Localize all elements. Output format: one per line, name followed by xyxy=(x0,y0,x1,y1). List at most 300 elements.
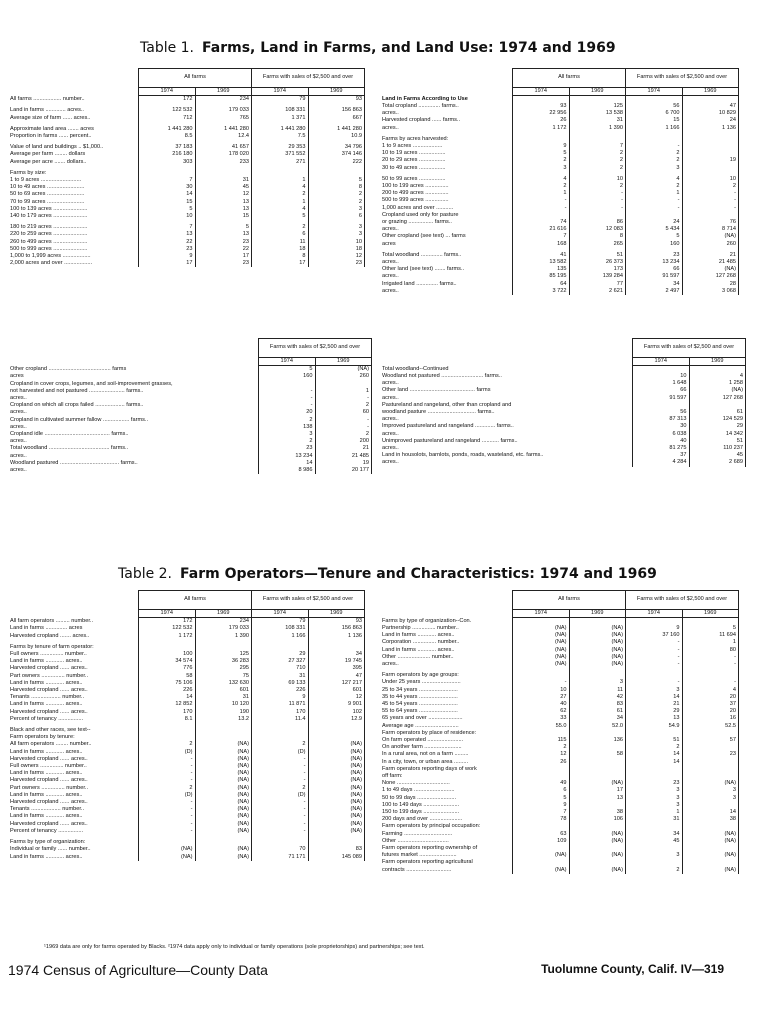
value-cell: - xyxy=(252,806,309,813)
value-cell: 23 xyxy=(139,246,196,253)
value-cell: (NA) xyxy=(315,366,372,374)
table-row xyxy=(8,159,365,166)
value-cell: (NA) xyxy=(195,854,252,861)
value-cell: 10 xyxy=(569,176,626,183)
table-row xyxy=(380,694,739,701)
value-cell: 9 xyxy=(139,253,196,260)
footer-left: 1974 Census of Agriculture—County Data xyxy=(8,962,268,978)
value-cell: 18 xyxy=(308,246,365,253)
value-cell: 81 275 xyxy=(633,445,690,452)
value-cell: 2 xyxy=(513,744,570,751)
row-label: 1 to 49 days .......................... xyxy=(382,787,455,794)
table-row xyxy=(8,770,365,777)
table-row xyxy=(8,854,365,861)
table-row xyxy=(380,387,746,394)
value-cell: (NA) xyxy=(195,821,252,828)
value-cell xyxy=(682,136,739,143)
value-cell: 122 532 xyxy=(139,107,196,114)
value-cell: - xyxy=(513,197,570,204)
row-label: Harvested cropland ...... acres.. xyxy=(10,799,88,806)
value-cell xyxy=(682,802,739,809)
table-row xyxy=(8,821,365,828)
value-cell xyxy=(139,170,196,177)
value-cell: 3 xyxy=(259,431,316,438)
table-row xyxy=(8,651,365,658)
value-cell: (NA) xyxy=(569,647,626,654)
value-cell: 13 234 xyxy=(259,453,316,460)
table-row xyxy=(380,867,739,874)
value-cell: 2 xyxy=(139,785,196,792)
value-cell: (NA) xyxy=(308,749,365,756)
value-cell: 4 xyxy=(252,206,309,213)
value-cell: 2 xyxy=(308,191,365,198)
value-cell: 138 xyxy=(259,424,316,431)
value-cell: 1 258 xyxy=(689,380,746,387)
row-label: Land in Farms According to Use xyxy=(382,95,468,102)
table-row xyxy=(380,226,739,233)
row-label: In a rural area, not on a farm ......... xyxy=(382,751,469,758)
value-cell: 24 xyxy=(626,219,683,226)
value-cell: 30 xyxy=(633,423,690,430)
value-cell: 45 xyxy=(626,838,683,845)
value-cell xyxy=(682,845,739,852)
value-cell: 42 xyxy=(569,694,626,701)
value-cell: 61 xyxy=(569,708,626,715)
value-cell: (NA) xyxy=(689,387,746,394)
value-cell: (NA) xyxy=(682,867,739,874)
year-cell: 1974 xyxy=(252,88,309,96)
value-cell: 1 136 xyxy=(682,125,739,132)
table-row xyxy=(8,170,365,177)
value-cell: 87 313 xyxy=(633,416,690,423)
value-cell xyxy=(513,136,570,143)
row-label: Pastureland and rangeland, other than cropland and xyxy=(382,401,512,408)
value-cell: - xyxy=(252,828,309,835)
table-row xyxy=(8,756,365,763)
table-row xyxy=(380,136,739,143)
table-row xyxy=(380,103,739,110)
row-label: acres xyxy=(10,373,24,380)
value-cell xyxy=(682,150,739,157)
value-cell: 2 xyxy=(252,224,309,231)
table-row xyxy=(380,795,739,802)
value-cell: 34 xyxy=(308,651,365,658)
table-row xyxy=(8,445,372,452)
row-label: Farm operators reporting days of work xyxy=(382,765,477,772)
row-label: Land in farms ............. acres.. xyxy=(10,107,84,114)
value-cell: 127 217 xyxy=(308,680,365,687)
row-label: Other land (see text) ....... farms.. xyxy=(382,266,465,273)
value-cell: 14 xyxy=(139,191,196,198)
table-row xyxy=(380,438,746,445)
table-row xyxy=(380,281,739,288)
value-cell: 1 441 280 xyxy=(308,126,365,133)
year-cell: 1969 xyxy=(682,88,739,96)
table-row xyxy=(380,708,739,715)
value-cell: 61 xyxy=(689,409,746,416)
value-cell: 26 373 xyxy=(569,259,626,266)
table-row xyxy=(380,672,739,679)
row-label: 140 to 179 acres ...................... xyxy=(10,213,88,220)
table-row xyxy=(380,845,739,852)
value-cell xyxy=(513,618,570,625)
table-row xyxy=(380,831,739,838)
row-label: 1,000 to 1,999 acres .................. xyxy=(10,253,91,260)
value-cell xyxy=(682,672,739,679)
row-label: Improved pastureland and rangeland ............. farms.. xyxy=(382,423,514,430)
table-row xyxy=(380,212,739,219)
value-cell xyxy=(633,366,690,373)
value-cell: 52.5 xyxy=(682,723,739,730)
value-cell: 76 xyxy=(682,219,739,226)
value-cell: 3 xyxy=(308,224,365,231)
value-cell: 86 xyxy=(569,219,626,226)
value-cell: (NA) xyxy=(308,821,365,828)
value-cell: - xyxy=(315,417,372,424)
row-label: 10 to 19 acres ................. xyxy=(382,150,446,157)
value-cell: 85 195 xyxy=(513,273,570,280)
value-cell: 6 038 xyxy=(633,431,690,438)
value-cell: 69 133 xyxy=(252,680,309,687)
row-label: Corporation ............... number.. xyxy=(382,639,460,646)
value-cell: (NA) xyxy=(569,867,626,874)
table2-left-panel xyxy=(8,590,365,861)
row-label: Farm operators by tenure: xyxy=(10,734,75,741)
row-label: Farm operators by place of residence: xyxy=(382,729,477,736)
value-cell: 172 xyxy=(139,96,196,104)
value-cell: 31 xyxy=(195,694,252,701)
table-row xyxy=(8,107,365,114)
value-cell: - xyxy=(569,205,626,212)
table-row xyxy=(380,679,739,686)
table-row xyxy=(380,416,746,423)
value-cell: 31 xyxy=(195,177,252,184)
value-cell xyxy=(252,839,309,846)
value-cell: 8 986 xyxy=(259,467,316,474)
value-cell: 2 xyxy=(682,183,739,190)
value-cell: 21 xyxy=(315,445,372,452)
value-cell: 135 xyxy=(513,266,570,273)
row-label: Total woodland ....................................... farms.. xyxy=(10,445,129,452)
row-label: Cropland idle .......................................... farms.. xyxy=(10,431,129,438)
year-cell: 1969 xyxy=(569,610,626,618)
value-cell: (NA) xyxy=(195,846,252,853)
row-label: Cropland in cover crops, legumes, and soil-improvement grasses, xyxy=(10,380,173,387)
row-label: acres.. xyxy=(10,409,27,416)
year-cell: 1974 xyxy=(252,610,309,618)
value-cell: 2 621 xyxy=(569,288,626,295)
row-label: acres.. xyxy=(382,459,399,466)
value-cell: 75 xyxy=(195,673,252,680)
table-row xyxy=(8,680,365,687)
value-cell: - xyxy=(682,197,739,204)
table-row xyxy=(380,625,739,632)
row-label: Land in housolots, barnlots, ponds, roads, wasteland, etc. farms.. xyxy=(382,452,544,459)
table1-lower-left-panel xyxy=(8,338,372,474)
value-cell: 12 xyxy=(308,253,365,260)
value-cell: 45 xyxy=(689,452,746,459)
table-row xyxy=(8,644,365,651)
value-cell: (NA) xyxy=(513,647,570,654)
col-sales-farms: Farms with sales of $2,500 and over xyxy=(626,69,739,88)
value-cell: 295 xyxy=(195,665,252,672)
value-cell: 3 xyxy=(626,795,683,802)
table-row xyxy=(380,809,739,816)
value-cell: 139 284 xyxy=(569,273,626,280)
row-label: Farms by type of organization--Con. xyxy=(382,617,472,624)
value-cell: 7 xyxy=(513,233,570,240)
table-row xyxy=(8,144,365,151)
value-cell: 36 283 xyxy=(195,658,252,665)
value-cell xyxy=(252,727,309,734)
value-cell: 260 xyxy=(315,373,372,380)
row-label: acres.. xyxy=(382,444,399,451)
value-cell: 1 390 xyxy=(569,125,626,132)
value-cell: 1 166 xyxy=(626,125,683,132)
value-cell: 132 630 xyxy=(195,680,252,687)
row-label: Farms by size: xyxy=(10,169,47,176)
table-row xyxy=(380,259,739,266)
row-label: Individual or family ...... number.. xyxy=(10,846,91,853)
value-cell: 58 xyxy=(569,751,626,758)
row-label: acres.. xyxy=(382,258,399,265)
table-row xyxy=(8,658,365,665)
value-cell: 34 796 xyxy=(308,144,365,151)
value-cell: 2 xyxy=(626,744,683,751)
value-cell: 23 xyxy=(308,260,365,267)
value-cell: 260 xyxy=(682,241,739,248)
value-cell: 24 xyxy=(682,117,739,124)
value-cell xyxy=(569,859,626,866)
value-cell: 4 xyxy=(513,176,570,183)
value-cell: 200 xyxy=(315,438,372,445)
row-label: Partnership ............... number.. xyxy=(382,624,459,631)
col-sales-farms: Farms with sales of $2,500 and over xyxy=(252,69,365,88)
table-row xyxy=(380,373,746,380)
row-label: Harvested cropland ...... acres.. xyxy=(10,777,88,784)
value-cell: 91 597 xyxy=(626,273,683,280)
row-label: 10 to 49 acres ........................ xyxy=(10,184,85,191)
value-cell: - xyxy=(626,143,683,150)
value-cell: 12 xyxy=(195,191,252,198)
row-label: 20 to 29 acres ................. xyxy=(382,157,446,164)
year-cell: 1969 xyxy=(195,88,252,96)
row-label: Value of land and buildings .. $1,000.. xyxy=(10,144,104,151)
value-cell: 78 xyxy=(513,816,570,823)
table-row xyxy=(8,417,372,424)
value-cell: 13 xyxy=(195,199,252,206)
value-cell: (NA) xyxy=(682,780,739,787)
value-cell xyxy=(259,381,316,388)
value-cell: 55.0 xyxy=(513,723,570,730)
value-cell: - xyxy=(139,756,196,763)
row-label: 1 to 9 acres .......................... xyxy=(10,177,82,184)
value-cell: 16 xyxy=(682,715,739,722)
value-cell: 5 xyxy=(682,625,739,632)
value-cell: 91 597 xyxy=(633,395,690,402)
value-cell: 56 xyxy=(633,409,690,416)
value-cell: - xyxy=(252,821,309,828)
value-cell: 13 234 xyxy=(626,259,683,266)
col-all-farms: All farms xyxy=(139,69,252,88)
value-cell: 102 xyxy=(308,709,365,716)
table-row xyxy=(8,785,365,792)
year-cell: 1974 xyxy=(633,358,690,366)
value-cell: (NA) xyxy=(195,770,252,777)
value-cell xyxy=(682,773,739,780)
table-row xyxy=(8,199,365,206)
row-label: Farms by tenure of farm operator: xyxy=(10,643,94,650)
value-cell: 1 441 280 xyxy=(195,126,252,133)
value-cell xyxy=(308,644,365,651)
row-label: Woodland not pastured ........................... farms.. xyxy=(382,372,502,379)
row-label: In a city, town, or urban area ......... xyxy=(382,758,469,765)
value-cell: 4 xyxy=(252,184,309,191)
footer-right: Tuolumne County, Calif. IV—319 xyxy=(541,962,724,976)
value-cell xyxy=(626,96,683,103)
row-label: Proportion in farms ...... percent.. xyxy=(10,133,92,140)
value-cell: 1 xyxy=(626,190,683,197)
row-label: 50 to 99 acres ................. xyxy=(382,175,446,182)
table-row xyxy=(8,846,365,853)
row-label: Other cropland ........................................ farms xyxy=(10,365,127,372)
year-cell: 1969 xyxy=(682,610,739,618)
value-cell: 1 371 xyxy=(252,115,309,122)
row-label: Land in farms ............ acres.. xyxy=(382,646,455,653)
row-label: 500 to 999 acres ............... xyxy=(382,197,449,204)
row-label: acres xyxy=(382,240,396,247)
row-label: acres.. xyxy=(382,416,399,423)
col-all-farms: All farms xyxy=(513,69,626,88)
value-cell: 37 xyxy=(633,452,690,459)
row-label: Land in farms ............ acres.. xyxy=(10,813,83,820)
value-cell: (NA) xyxy=(513,632,570,639)
table-row xyxy=(380,859,739,866)
value-cell: 8 714 xyxy=(682,226,739,233)
year-cell: 1969 xyxy=(315,358,372,366)
value-cell: (NA) xyxy=(308,828,365,835)
row-label: All farm operators ......... number.. xyxy=(10,617,94,624)
table-row xyxy=(8,177,365,184)
value-cell: 3 xyxy=(626,852,683,859)
col-sales-farms: Farms with sales of $2,500 and over xyxy=(259,339,372,358)
row-label: contracts ............................. xyxy=(382,866,452,873)
value-cell: 122 532 xyxy=(139,625,196,632)
value-cell: 7 xyxy=(139,177,196,184)
table-row xyxy=(380,409,746,416)
table-row xyxy=(380,205,739,212)
row-label: not harvested and not pastured ....................... farms.. xyxy=(10,387,144,394)
table-row xyxy=(380,157,739,164)
value-cell xyxy=(689,366,746,373)
table-row xyxy=(380,823,739,830)
table-row xyxy=(380,654,739,661)
value-cell: - xyxy=(259,388,316,395)
value-cell: 54.9 xyxy=(626,723,683,730)
value-cell: 1 xyxy=(315,388,372,395)
value-cell: - xyxy=(252,770,309,777)
row-label: 200 to 499 acres ............... xyxy=(382,190,449,197)
table-row xyxy=(380,661,739,668)
table-row xyxy=(380,366,746,373)
value-cell xyxy=(682,730,739,737)
value-cell: - xyxy=(315,424,372,431)
table-row xyxy=(380,701,739,708)
row-label: Land in farms ............ acres.. xyxy=(10,791,83,798)
value-cell: 93 xyxy=(308,618,365,626)
value-cell: 64 xyxy=(513,281,570,288)
year-cell: 1974 xyxy=(513,610,570,618)
table-row xyxy=(8,792,365,799)
row-label: Full owners ............... number.. xyxy=(10,651,87,658)
year-cell: 1974 xyxy=(139,88,196,96)
row-label: All farms .................. number.. xyxy=(10,95,85,102)
table-row xyxy=(380,431,746,438)
value-cell: (NA) xyxy=(308,770,365,777)
value-cell: 2 xyxy=(252,785,309,792)
value-cell xyxy=(682,759,739,766)
table-row xyxy=(8,438,372,445)
value-cell: 41 657 xyxy=(195,144,252,151)
value-cell: 13 xyxy=(569,795,626,802)
table-row xyxy=(8,665,365,672)
row-label: 70 to 99 acres ........................ xyxy=(10,198,85,205)
value-cell: - xyxy=(626,679,683,686)
value-cell: 13 xyxy=(195,206,252,213)
value-cell xyxy=(682,766,739,773)
table2-footnote: ¹1969 data are only for farms operated by Blacks. ²1974 data apply only to individual or family operations (sole proprietorships) and partnerships; see text. xyxy=(44,944,425,950)
table-row xyxy=(380,445,746,452)
value-cell: 216 180 xyxy=(139,151,196,158)
value-cell: - xyxy=(682,190,739,197)
value-cell: 1 xyxy=(513,190,570,197)
table-row xyxy=(8,673,365,680)
value-cell: (NA) xyxy=(569,852,626,859)
value-cell: - xyxy=(139,828,196,835)
row-label: acres.. xyxy=(10,467,27,474)
table-row xyxy=(380,802,739,809)
value-cell: 110 237 xyxy=(689,445,746,452)
value-cell: - xyxy=(315,395,372,402)
value-cell: 15 xyxy=(195,213,252,220)
value-cell: 6 xyxy=(308,213,365,220)
row-label: acres.. xyxy=(382,660,399,667)
row-label: acres.. xyxy=(382,124,399,131)
value-cell: (D) xyxy=(252,792,309,799)
table-row xyxy=(380,402,746,409)
table-row xyxy=(8,460,372,467)
table1-left-panel xyxy=(8,68,365,267)
value-cell: 41 xyxy=(513,252,570,259)
row-label: Total woodland--Continued xyxy=(382,365,449,372)
value-cell: 10.9 xyxy=(308,133,365,140)
value-cell: 2 xyxy=(315,431,372,438)
value-cell xyxy=(569,730,626,737)
value-cell: 12 852 xyxy=(139,701,196,708)
value-cell: 9 xyxy=(252,694,309,701)
value-cell: 1 xyxy=(626,809,683,816)
table-row xyxy=(8,625,365,632)
value-cell: 19 xyxy=(682,157,739,164)
value-cell: 10 xyxy=(633,373,690,380)
row-label: Farms by acres harvested: xyxy=(382,135,449,142)
table1-label: Table 1. xyxy=(140,40,195,56)
value-cell: 51 xyxy=(569,252,626,259)
row-label: woodland pasture ............................... farms.. xyxy=(382,408,495,415)
value-cell: - xyxy=(139,806,196,813)
value-cell: (NA) xyxy=(569,838,626,845)
row-label: Cropland in cultivated summer fallow ................. farms.. xyxy=(10,416,149,423)
